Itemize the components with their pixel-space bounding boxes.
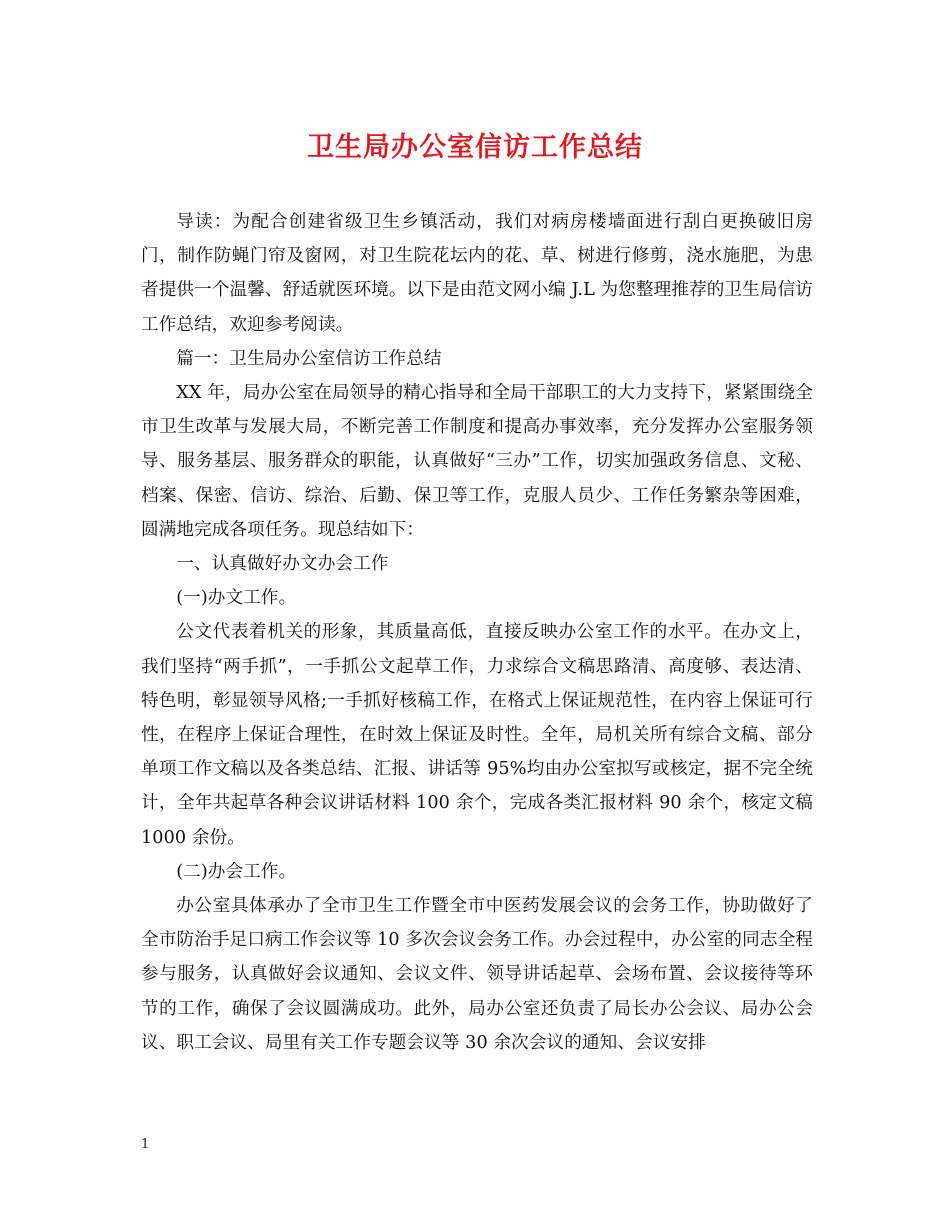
page-number: 1 (141, 1137, 150, 1152)
document-body (141, 205, 813, 1060)
section-heading: 一、认真做好办文办会工作 (176, 554, 389, 575)
body-paragraph: XX 年，局办公室在局领导的精心指导和全局干部职工的大力支持下，紧紧围绕全市卫生改革与发展大局，不断完善工作制度和提高办事效率，充分发挥办公室服务领导、服务基层、服务群众的职能，认真做好“三办”工作，切实加强政务信息、文秘、档案、保密、信访、综治、后勤、保卫等工作，克服人员少、工作任务繁杂等困难，圆满地完成各项任务。现总结如下： (141, 383, 813, 540)
subsection-heading: (二)办会工作。 (176, 861, 297, 882)
intro-paragraph: 导读：为配合创建省级卫生乡镇活动，我们对病房楼墙面进行刮白更换破旧房门，制作防蝇门帘及窗网，对卫生院花坛内的花、草、树进行修剪，浇水施肥，为患者提供一个温馨、舒适就医环境。以下是由范文网小编 J.L 为您整理推荐的卫生局信访工作总结，欢迎参考阅读。 (141, 212, 813, 335)
body-paragraph: 公文代表着机关的形象，其质量高低，直接反映办公室工作的水平。在办文上，我们坚持“两手抓”，一手抓公文起草工作，力求综合文稿思路清、高度够、表达清、特色明，彰显领导风格;一手抓好核稿工作，在格式上保证规范性，在内容上保证可行性，在程序上保证合理性，在时效上保证及时性。全年，局机关所有综合文稿、部分单项工作文稿以及各类总结、汇报、讲话等 95%均由办公室拟写或核定，据不完全统计，全年共起草各种会议讲话材料 100 余个，完成各类汇报材料 90 余个，核定文稿 1000 余份。 (141, 622, 813, 848)
document-title: 卫生局办公室信访工作总结 (307, 132, 643, 163)
section-heading: 篇一：卫生局办公室信访工作总结 (176, 348, 442, 369)
subsection-heading: (一)办文工作。 (176, 588, 297, 609)
body-paragraph: 办公室具体承办了全市卫生工作暨全市中医药发展会议的会务工作，协助做好了全市防治手足口病工作会议等 10 多次会议会务工作。办会过程中，办公室的同志全程参与服务，认真做好会议通知、会议文件、领导讲话起草、会场布置、会议接待等环节的工作，确保了会议圆满成功。此外，局办公室还负责了局长办公会议、局办公会议、职工会议、局里有关工作专题会议等 30 余次会议的通知、会议安排 (141, 896, 813, 1053)
